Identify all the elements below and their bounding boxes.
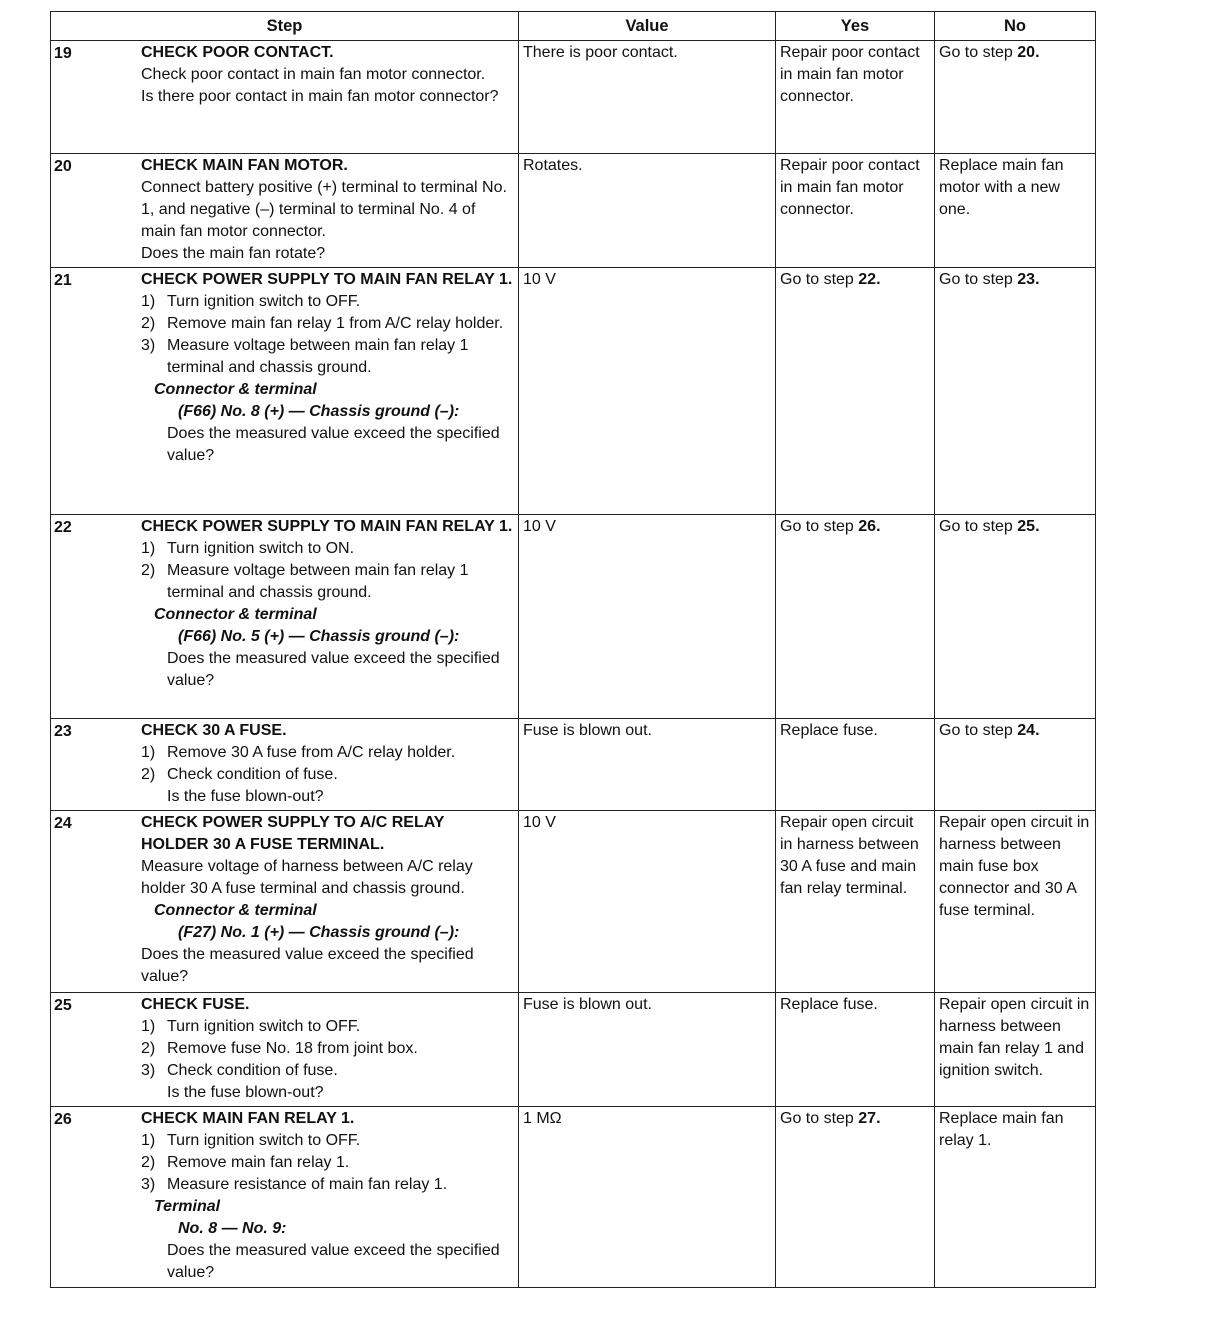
step-title: CHECK MAIN FAN MOTOR. xyxy=(141,157,348,174)
yes-prefix: Go to step xyxy=(780,1110,859,1127)
yes-cell xyxy=(776,154,935,268)
sub-step-number: 2) xyxy=(141,766,156,783)
header-no: No xyxy=(935,12,1096,41)
sub-step-text: Check condition of fuse. xyxy=(167,1062,338,1079)
table-row xyxy=(51,811,1096,993)
table-row xyxy=(51,268,1096,515)
sub-step-text: Remove 30 A fuse from A/C relay holder. xyxy=(167,744,456,761)
sub-step xyxy=(141,1038,514,1060)
no-text: Repair open circuit in harness between main fuse box connector and 30 A fuse terminal. xyxy=(939,814,1090,919)
no-step-ref: 23. xyxy=(1017,271,1040,288)
value-text: Rotates. xyxy=(523,157,583,174)
sub-step xyxy=(141,764,514,786)
value-cell xyxy=(519,268,776,515)
no-text xyxy=(935,268,1095,293)
sub-step xyxy=(141,313,514,335)
no-cell xyxy=(935,1107,1096,1288)
header-step: Step xyxy=(51,12,519,41)
yes-text: Repair poor contact in main fan motor connector. xyxy=(780,44,920,105)
sub-step-number: 1) xyxy=(141,1018,156,1035)
yes-cell xyxy=(776,719,935,811)
sub-step-text: Check condition of fuse. xyxy=(167,766,338,783)
value-text: 1 MΩ xyxy=(523,1110,562,1127)
no-text: Replace main fan motor with a new one. xyxy=(939,157,1064,218)
yes-cell xyxy=(776,41,935,154)
step-body xyxy=(141,516,514,692)
step-cell xyxy=(51,41,519,154)
connector-spec: (F27) No. 1 (+) — Chassis ground (–): xyxy=(178,924,460,941)
sub-step-text: Turn ignition switch to OFF. xyxy=(167,1132,361,1149)
yes-text xyxy=(776,268,934,293)
no-prefix: Go to step xyxy=(939,722,1018,739)
connector-caption: Terminal xyxy=(154,1198,221,1215)
step-number: 26 xyxy=(54,1111,72,1128)
no-step-ref: 25. xyxy=(1017,518,1040,535)
yes-step-ref: 26. xyxy=(858,518,881,535)
no-step-ref: 24. xyxy=(1017,722,1040,739)
step-question: Is the fuse blown-out? xyxy=(167,788,324,805)
sub-step-number: 3) xyxy=(141,1176,156,1193)
no-prefix: Go to step xyxy=(939,44,1018,61)
sub-step xyxy=(141,1130,514,1152)
sub-step-text: Remove main fan relay 1 from A/C relay holder. xyxy=(167,315,504,332)
table-row xyxy=(51,154,1096,268)
step-question: Does the measured value exceed the specified value? xyxy=(167,1242,500,1281)
header-value: Value xyxy=(519,12,776,41)
step-number: 22 xyxy=(54,519,72,536)
sub-step-number: 3) xyxy=(141,1062,156,1079)
value-text: 10 V xyxy=(523,271,556,288)
step-body xyxy=(141,720,514,808)
step-cell xyxy=(51,719,519,811)
sub-step xyxy=(141,538,514,560)
value-cell xyxy=(519,719,776,811)
step-number: 19 xyxy=(54,45,72,62)
connector-caption: Connector & terminal xyxy=(154,381,317,398)
step-title: CHECK POWER SUPPLY TO A/C RELAY HOLDER 30 A FUSE TERMINAL. xyxy=(141,814,445,853)
step-cell xyxy=(51,154,519,268)
sub-step-number: 2) xyxy=(141,562,156,579)
yes-cell xyxy=(776,993,935,1107)
step-question: Is there poor contact in main fan motor connector? xyxy=(141,88,499,105)
no-cell xyxy=(935,515,1096,719)
table-row xyxy=(51,719,1096,811)
no-text xyxy=(935,515,1095,540)
value-cell xyxy=(519,515,776,719)
yes-step-ref: 27. xyxy=(858,1110,881,1127)
sub-step-number: 2) xyxy=(141,1154,156,1171)
sub-step-text: Turn ignition switch to OFF. xyxy=(167,1018,361,1035)
step-body xyxy=(141,155,514,265)
yes-text xyxy=(776,1107,934,1132)
connector-caption: Connector & terminal xyxy=(154,902,317,919)
header-yes: Yes xyxy=(776,12,935,41)
no-text: Replace main fan relay 1. xyxy=(939,1110,1064,1149)
value-cell xyxy=(519,154,776,268)
table-row xyxy=(51,41,1096,154)
step-title: CHECK POWER SUPPLY TO MAIN FAN RELAY 1. xyxy=(141,518,513,535)
connector-spec: (F66) No. 8 (+) — Chassis ground (–): xyxy=(178,403,460,420)
step-number: 25 xyxy=(54,997,72,1014)
value-text: Fuse is blown out. xyxy=(523,996,652,1013)
step-number: 24 xyxy=(54,815,72,832)
step-title: CHECK POWER SUPPLY TO MAIN FAN RELAY 1. xyxy=(141,271,513,288)
sub-step-text: Remove main fan relay 1. xyxy=(167,1154,350,1171)
no-text: Repair open circuit in harness between main fan relay 1 and ignition switch. xyxy=(939,996,1090,1079)
no-prefix: Go to step xyxy=(939,271,1018,288)
sub-step xyxy=(141,1174,514,1196)
sub-step xyxy=(141,1152,514,1174)
no-step-ref: 20. xyxy=(1017,44,1040,61)
step-cell xyxy=(51,811,519,993)
step-question: Does the measured value exceed the specified value? xyxy=(167,650,500,689)
sub-step-number: 2) xyxy=(141,315,156,332)
no-cell xyxy=(935,268,1096,515)
no-cell xyxy=(935,41,1096,154)
sub-step-text: Measure resistance of main fan relay 1. xyxy=(167,1176,448,1193)
sub-step xyxy=(141,335,514,379)
step-cell xyxy=(51,268,519,515)
yes-text: Replace fuse. xyxy=(780,722,878,739)
sub-step-number: 1) xyxy=(141,744,156,761)
step-cell xyxy=(51,1107,519,1288)
table-body xyxy=(51,41,1096,1288)
step-instruction: Check poor contact in main fan motor connector. xyxy=(141,66,486,83)
step-number: 20 xyxy=(54,158,72,175)
no-cell xyxy=(935,993,1096,1107)
sub-step-text: Turn ignition switch to OFF. xyxy=(167,293,361,310)
sub-step-number: 1) xyxy=(141,1132,156,1149)
yes-text xyxy=(776,515,934,540)
yes-cell xyxy=(776,515,935,719)
no-cell xyxy=(935,719,1096,811)
value-text: There is poor contact. xyxy=(523,44,678,61)
step-instruction: Measure voltage of harness between A/C relay holder 30 A fuse terminal and chassis ground. xyxy=(141,858,473,897)
value-text: 10 V xyxy=(523,814,556,831)
sub-step-text: Measure voltage between main fan relay 1 terminal and chassis ground. xyxy=(167,562,469,601)
yes-text: Repair poor contact in main fan motor connector. xyxy=(780,157,920,218)
value-text: Fuse is blown out. xyxy=(523,722,652,739)
yes-text: Replace fuse. xyxy=(780,996,878,1013)
sub-step xyxy=(141,1060,514,1082)
sub-step xyxy=(141,560,514,604)
yes-prefix: Go to step xyxy=(780,518,859,535)
table-row xyxy=(51,515,1096,719)
no-cell xyxy=(935,154,1096,268)
step-body xyxy=(141,42,514,108)
connector-spec: (F66) No. 5 (+) — Chassis ground (–): xyxy=(178,628,460,645)
step-body xyxy=(141,812,514,988)
sub-step-number: 3) xyxy=(141,337,156,354)
no-prefix: Go to step xyxy=(939,518,1018,535)
table-row xyxy=(51,1107,1096,1288)
step-question: Is the fuse blown-out? xyxy=(167,1084,324,1101)
sub-step-number: 1) xyxy=(141,293,156,310)
yes-prefix: Go to step xyxy=(780,271,859,288)
yes-text: Repair open circuit in harness between 30 A fuse and main fan relay terminal. xyxy=(780,814,919,897)
no-text xyxy=(935,719,1095,744)
step-body xyxy=(141,994,514,1104)
step-cell xyxy=(51,515,519,719)
sub-step-text: Measure voltage between main fan relay 1 terminal and chassis ground. xyxy=(167,337,469,376)
yes-cell xyxy=(776,1107,935,1288)
step-title: CHECK POOR CONTACT. xyxy=(141,44,334,61)
step-title: CHECK MAIN FAN RELAY 1. xyxy=(141,1110,355,1127)
step-number: 21 xyxy=(54,272,72,289)
step-question: Does the measured value exceed the specified value? xyxy=(167,425,500,464)
value-cell xyxy=(519,993,776,1107)
step-question: Does the main fan rotate? xyxy=(141,245,326,262)
step-title: CHECK 30 A FUSE. xyxy=(141,722,287,739)
header-row xyxy=(51,12,1096,41)
value-cell xyxy=(519,41,776,154)
step-instruction: Connect battery positive (+) terminal to terminal No. 1, and negative (–) terminal to terminal No. 4 of main fan motor connector. xyxy=(141,179,507,240)
sub-step xyxy=(141,291,514,313)
step-body xyxy=(141,269,514,467)
table-row xyxy=(51,993,1096,1107)
yes-cell xyxy=(776,268,935,515)
sub-step-text: Turn ignition switch to ON. xyxy=(167,540,355,557)
value-text: 10 V xyxy=(523,518,556,535)
sub-step-number: 1) xyxy=(141,540,156,557)
step-body xyxy=(141,1108,514,1284)
sub-step xyxy=(141,742,514,764)
sub-step xyxy=(141,1016,514,1038)
connector-spec: No. 8 — No. 9: xyxy=(178,1220,287,1237)
yes-cell xyxy=(776,811,935,993)
sub-step-text: Remove fuse No. 18 from joint box. xyxy=(167,1040,418,1057)
no-text xyxy=(935,41,1095,66)
step-cell xyxy=(51,993,519,1107)
connector-caption: Connector & terminal xyxy=(154,606,317,623)
diagnostic-table xyxy=(50,11,1096,1288)
step-title: CHECK FUSE. xyxy=(141,996,250,1013)
sub-step-number: 2) xyxy=(141,1040,156,1057)
step-question: Does the measured value exceed the specified value? xyxy=(141,946,474,985)
yes-step-ref: 22. xyxy=(858,271,881,288)
value-cell xyxy=(519,811,776,993)
value-cell xyxy=(519,1107,776,1288)
step-number: 23 xyxy=(54,723,72,740)
no-cell xyxy=(935,811,1096,993)
